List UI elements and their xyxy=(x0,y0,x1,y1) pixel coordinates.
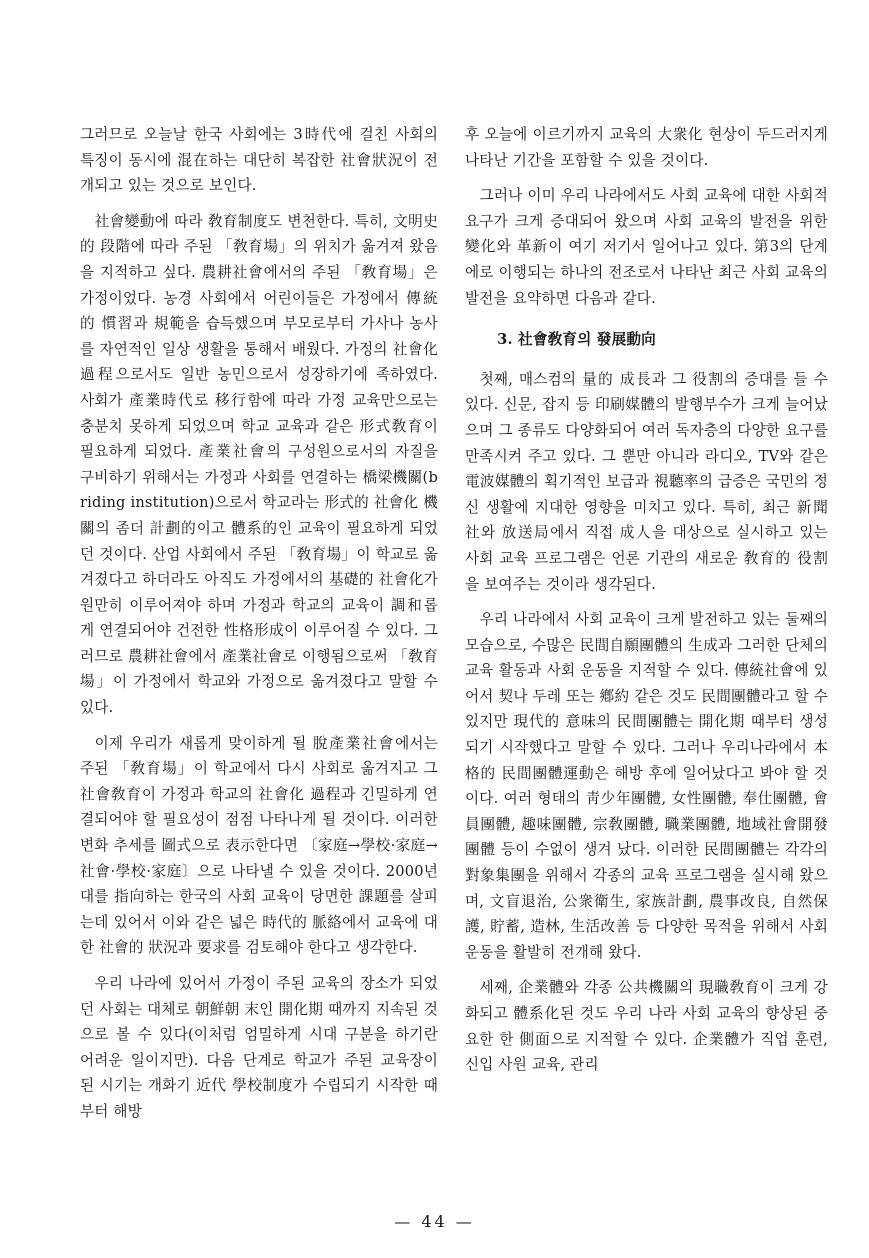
page-number: — 44 — xyxy=(394,1212,475,1231)
right-column xyxy=(465,122,828,1088)
paragraph: 우리 나라에 있어서 가정이 주된 교육의 장소가 되었던 사회는 대체로 朝鮮朝 末인 開化期 때까지 지속된 것으로 볼 수 있다(이처럼 엄밀하게 시대 구분을 하기란 어려운 일이지만). 다음 단계로 학교가 주된 교육장이 된 시기는 개화기 近代 學校制度가 수립되기 시작한 때부터 해방 xyxy=(80,975,438,1120)
section-heading: 3. 社會敎育의 發展動向 xyxy=(497,331,656,349)
paragraph: 社會變動에 따라 敎育制度도 변천한다. 특히, 文明史的 段階에 따라 주된 「敎育場」의 위치가 옮겨져 왔음을 지적하고 싶다. 農耕社會에서의 주된 「敎育場」은 가정이었다. 농경 사회에서 어린이들은 가정에서 傳統的 慣習과 規範을 습득했으며 부모로부터 가사나 농사를 자연적인 일상 생활을 통해서 배웠다. 가정의 社會化 過程으로서도 일반 농민으로서 성장하기에 족하였다. 사회가 產業時代로 移行함에 따라 가정 교육만으로는 충분치 못하게 되었으며 학교 교육과 같은 形式敎育이 필요하게 되었다. 產業社會의 구성원으로서의 자질을 구비하기 위해서는 가정과 사회를 연결하는 橋梁機關(briding institution)으로서 학교라는 形式的 社會化 機關의 좀더 計劃的이고 體系的인 교육이 필요하게 되었던 것이다. 산업 사회에서 주된 「敎育場」이 학교로 옮겨졌다고 하더라도 아직도 가정에서의 基礎的 社會化가 원만히 이루어져야 하며 가정과 학교의 교육이 調和롭게 연결되어야 건전한 性格形成이 이루어질 수 있다. 그러므로 農耕社會에서 產業社會로 이행됨으로써 「敎育場」이 가정에서 학교와 가정으로 옮겨졌다고 말할 수 있다. xyxy=(80,212,438,717)
paragraph: 후 오늘에 이르기까지 교육의 大衆化 현상이 두드러지게 나타난 기간을 포함할 수 있을 것이다. xyxy=(465,126,828,169)
paragraph: 그러므로 오늘날 한국 사회에는 3時代에 걸친 사회의 특징이 동시에 混在하는 대단히 복잡한 社會狀況이 전개되고 있는 것으로 보인다. xyxy=(80,126,438,195)
paragraph: 첫째, 매스컴의 量的 成長과 그 役割의 증대를 들 수 있다. 신문, 잡지 등 印刷媒體의 발행부수가 크게 늘어났으며 그 종류도 다양화되어 여러 독자층의 다양한 요구를 만족시켜 주고 있다. 그 뿐만 아니라 라디오, TV와 같은 電波媒體의 획기적인 보급과 視聽率의 급증은 국민의 정신 생활에 지대한 영향을 미치고 있다. 특히, 최근 新聞社와 放送局에서 직접 成人을 대상으로 실시하고 있는 사회 교육 프로그램은 언론 기관의 새로운 敎育的 役割을 보여주는 것이라 생각된다. xyxy=(465,370,828,593)
paragraph: 세째, 企業體와 각종 公共機關의 現職敎育이 크게 강화되고 體系化된 것도 우리 나라 사회 교육의 향상된 중요한 한 側面으로 지적할 수 있다. 企業體가 직업 훈련, 신입 사원 교육, 관리 xyxy=(465,979,828,1074)
paragraph: 이제 우리가 새롭게 맞이하게 될 脫產業社會에서는 주된 「敎育場」이 학교에서 다시 사회로 옮겨지고 그 社會敎育이 가정과 학교의 社會化 過程과 긴밀하게 연결되어야 할 필요성이 점점 나타나게 될 것이다. 이러한 변화 추세를 圖式으로 表示한다면 〔家庭→學校·家庭→社會·學校·家庭〕으로 나타낼 수 있을 것이다. 2000년대를 指向하는 한국의 사회 교육이 당면한 課題를 살피는데 있어서 이와 같은 넓은 時代的 脈絡에서 교육에 대한 社會的 狀況과 要求를 검토해야 한다고 생각한다. xyxy=(80,734,438,957)
left-column xyxy=(80,122,438,1135)
paragraph: 그러나 이미 우리 나라에서도 사회 교육에 대한 사회적 요구가 크게 증대되어 왔으며 사회 교육의 발전을 위한 變化와 革新이 여기 저기서 일어나고 있다. 第3의 단계에로 이행되는 하나의 전조로서 나타난 최근 사회 교육의 발전을 요약하면 다음과 같다. xyxy=(465,187,829,307)
paragraph: 우리 나라에서 사회 교육이 크게 발전하고 있는 둘째의 모습으로, 수많은 民間自願團體의 生成과 그러한 단체의 교육 활동과 사회 운동을 지적할 수 있다. 傳統社會에 있어서 契나 두레 또는 鄕約 같은 것도 民間團體라고 할 수 있지만 現代的 意味의 民間團體는 開化期 때부터 생성되기 시작했다고 말할 수 있다. 그러나 우리나라에서 本格的 民間團體運動은 해방 후에 일어났다고 봐야 할 것이다. 여러 형태의 靑少年團體, 女性團體, 奉仕團體, 會員團體, 趣味團體, 宗敎團體, 職業團體, 地域社會開發團體 등이 수없이 생겨 났다. 이러한 民間團體는 각각의 對象集團을 위해서 각종의 교육 프로그램을 실시해 왔으며, 文盲退治, 公衆衛生, 家族計劃, 農事改良, 自然保護, 貯蓄, 造林, 生活改善 등 다양한 목적을 위해서 사회 운동을 활발히 전개해 왔다. xyxy=(465,611,829,961)
